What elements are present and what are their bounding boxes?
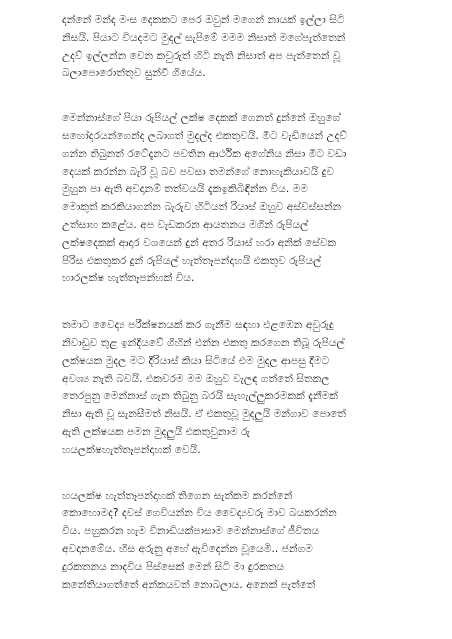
paragraph-spacer	[62, 83, 412, 110]
text-line: විය. පහුකරන හැම විනාඩියක්පාසාම මෙන්නාස්ගේ ජීවිතය	[62, 525, 320, 538]
text-line: ගන්න තිබුනත් රටේදැනට පවතින ආර්ථික අගේනිය නිසා මීට වඩා	[62, 147, 347, 160]
text-line: පිරිස එකතුකර දුන් රුපියල් හැත්තෑපන්දාහයි එකතුව රුපියල්	[62, 254, 322, 267]
text-line: උත්සාහ කළේය. අප වැඩකරන ආයතනය මගින් රුපියල්	[62, 218, 309, 231]
text-line: බලාපොරොත්තුව සුන්වී ගියේය.	[62, 67, 206, 80]
text-line: අවදානමේය. හිස අරුනු අහේ ඇවිදෙන්න වූයෙමි.. ජන්ගම	[62, 542, 313, 555]
text-line: මොකුත් කරකියාගන්න බැරුව හිටියත් රියාස් ඔහුව අස්වස්සන්න	[62, 201, 342, 214]
text-line: ලක්ෂදෙකක් ආදාර වශයෙන් දුන් අතර රියාස් හරා අනික් සේවක	[62, 236, 337, 249]
paragraph-3	[62, 317, 412, 459]
text-line: දුරකතනය නාදවිය පිස්සෙක් මෙන් සිටි මා දුරකතය	[62, 560, 285, 573]
text-line: මෙන්නාස්ගේ පියා රුපියල් ලක්ෂ දෙකක් ගෙනත් දුන්නේ ඔහුගේ	[62, 112, 341, 125]
text-line: නිවාඩුව තුළ ඉන්දියවේ ගිහින් එන්න එකතු කරගෙන තිබූ රුපියල්	[62, 336, 345, 349]
paragraph-4	[62, 488, 412, 595]
text-line: නිසා ඇති වූ සැනසීමත් නිසයි. ඒ එකතුවූ මුදලුයි මන්ගාව පොතේ	[62, 408, 347, 421]
text-line: කොහොමද? දවස් ගෙවියන්න විය වෛද්‍යවරු මාව බයකරන්න	[62, 507, 337, 520]
paragraph-spacer	[62, 460, 412, 488]
text-line: තෙරපුනු මෙන්නාස් ගැන තිබුනු බරයි සැහැල්ලුකරමකක් දැනීමක්	[62, 390, 338, 403]
text-line: හයලක්ෂහැත්තෑපන්දාහක් වෙයි.	[62, 443, 201, 456]
text-line: දන්නේ මන්ද මංස දෙකකට පෙර ඔවුන් මගෙන් නායක් ඉල්ලා සිටි	[62, 14, 345, 26]
text-line: ලක්ෂයක මුදල මට දීරියාස් කියා සිටියේ එම මුදල ආපසු දීමට	[62, 354, 330, 367]
paragraph-1	[62, 12, 412, 83]
text-line: අවශ්‍ය නැති බවයි. එකවරම මම ඔහුව වැලඳ ගත්තේ සිතකල	[62, 372, 330, 385]
text-line: හයලක්ෂ හැත්තෑපන්දාහක් තිගෙන සැත්කම කරන්නේ	[62, 489, 293, 502]
text-line: ඇති ලක්ෂයක පමන මුදලුයි එකතුවුනාම රු	[62, 425, 250, 438]
text-line: කනේතියාගත්තේ අන්කයවත් නොබලාය. අනෙක් පැත්තේ	[62, 578, 316, 591]
text-line: සහෝදරයන්ගෙන්ද ලබාගත් මුදල්ද එකතුවයි. මීට වැඩියෙන් උදව්	[62, 129, 348, 142]
text-line: තමාට වෛද්‍ය පරීක්ෂනයක් කර ගැනීම සඳහා එළඹෙන අවුරුදු	[62, 319, 334, 332]
text-line: හාරලක්ෂ හැත්තෑපන්හක් විය.	[62, 272, 195, 285]
text-line: නිසයි. පියාට වියදමට මුදල් සැපිමේ මමම නිසාත් මගේපැත්තෙන්	[62, 31, 346, 44]
text-line: මුහුන පා ඇති අවදානම් තත්වයයි දැකඉකිබිඳින්න විය. මම	[62, 183, 309, 196]
paragraph-2	[62, 110, 412, 288]
paragraph-spacer	[62, 288, 412, 317]
text-line: දෙයක් කරන්න බැරි වූ බව පවසා තමන්ගේ නොහැකියාවයි දුව	[62, 165, 335, 178]
text-line: උදව් ඉල්ලන්න වෙන කවුරුත් හිටි නැති නිසාත් අප පැත්තෙන් වූ	[62, 49, 341, 62]
